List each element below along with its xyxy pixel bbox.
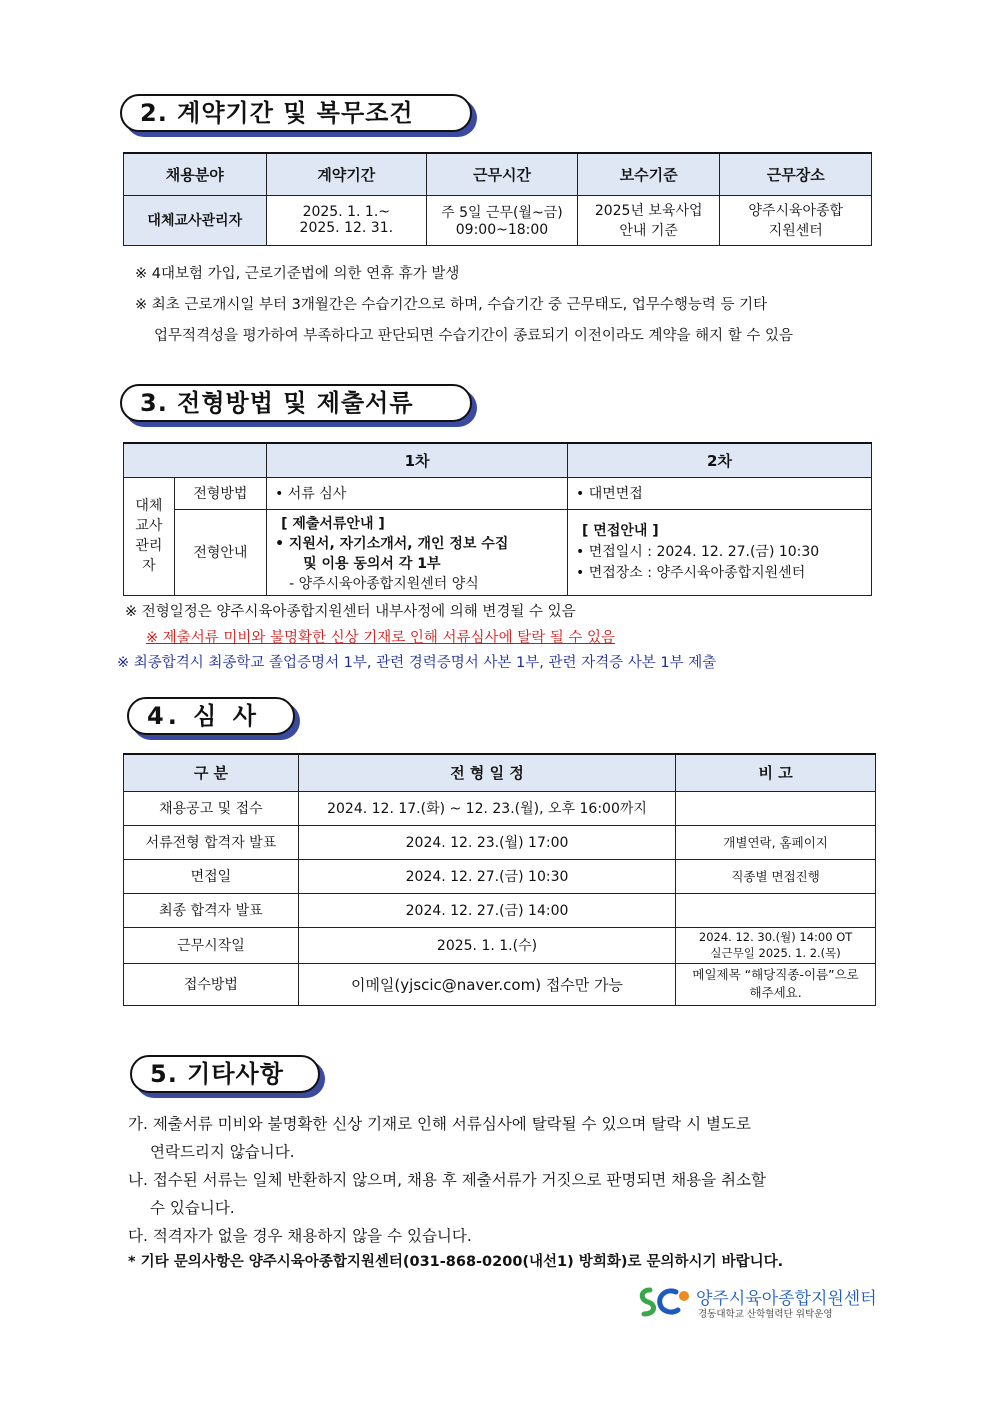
cell-hours: 주 5일 근무(월~금) 09:00~18:00 [427,195,578,245]
guide-round-1: [ 제출서류안내 ] • 지원서, 자기소개서, 개인 정보 수집 및 이용 동의서 각 1부 - 양주시육아종합지원센터 양식 [267,509,568,595]
sec5-item-1: 가. 제출서류 미비와 불명확한 신상 기재로 인해 서류심사에 탈락될 수 있으며 탈락 시 별도로 연락드리지 않습니다. [128,1115,751,1161]
center-logo-name: 양주시육아종합지원센터 [696,1289,877,1309]
cell-field: 대체교사관리자 [124,195,267,245]
cell-period: 2025. 1. 1.~ 2025. 12. 31. [266,195,427,245]
table-row: 최종 합격자 발표 2024. 12. 27.(금) 14:00 [124,893,876,927]
header-round-2: 2차 [568,443,872,477]
table-row: 서류전형 합격자 발표 2024. 12. 23.(월) 17:00 개별연락, 홈페이지 [124,825,876,859]
header-round-1: 1차 [267,443,568,477]
header-category: 구 분 [124,754,299,791]
guide-label: 전형안내 [174,509,266,595]
contract-table [123,152,872,246]
header-hours: 근무시간 [427,153,578,195]
center-logo-sub: 경동대학교 산학협력단 위탁운영 [698,1309,833,1320]
section-4-title: 4. 심 사 [127,697,295,735]
schedule-table [123,753,876,1006]
header-pay: 보수기준 [577,153,720,195]
method-round-1: • 서류 심사 [267,477,568,509]
sec2-note-2: ※ 최초 근로개시일 부터 3개월간은 수습기간으로 하며, 수습기간 중 근무태도, 업무수행능력 등 기타 [135,297,768,313]
table-row: 접수방법 이메일(yjscic@naver.com) 접수만 가능 메일제목 “해당직종-이름”으로 해주세요. [124,963,876,1005]
row-group-label: 대체 교사 관리 자 [124,477,175,595]
sec2-note-1: ※ 4대보험 가입, 근로기준법에 의한 연휴 휴가 발생 [135,266,460,282]
sec5-item-3: 다. 적격자가 없을 경우 채용하지 않을 수 있습니다. [128,1227,472,1245]
sec5-contact: * 기타 문의사항은 양주시육아종합지원센터(031-868-0200(내선1) 방희화)로 문의하시기 바랍니다. [128,1254,784,1270]
sec3-note-1: ※ 전형일정은 양주시육아종합지원센터 내부사정에 의해 변경될 수 있음 [125,604,576,620]
selection-table [123,442,872,596]
center-logo-icon [636,1282,692,1322]
guide-round-2: [ 면접안내 ] • 면접일시 : 2024. 12. 27.(금) 10:30 • 면접장소 : 양주시육아종합지원센터 [568,509,872,595]
cell-place: 양주시육아종합 지원센터 [720,195,872,245]
sec5-item-2: 나. 접수된 서류는 일체 반환하지 않으며, 채용 후 제출서류가 거짓으로 판명되면 채용을 취소할 수 있습니다. [128,1171,766,1217]
method-round-2: • 대면면접 [568,477,872,509]
method-label: 전형방법 [174,477,266,509]
header-remarks: 비 고 [676,754,876,791]
cell-pay: 2025년 보육사업 안내 기준 [577,195,720,245]
center-logo [636,1282,876,1324]
section-5-title: 5. 기타사항 [130,1055,320,1093]
header-period: 계약기간 [266,153,427,195]
table-row: 채용공고 및 접수 2024. 12. 17.(화) ~ 12. 23.(월), 오후 16:00까지 [124,791,876,825]
header-place: 근무장소 [720,153,872,195]
header-schedule: 전 형 일 정 [298,754,675,791]
section-3-title: 3. 전형방법 및 제출서류 [120,384,472,422]
table-row: 면접일 2024. 12. 27.(금) 10:30 직종별 면접진행 [124,859,876,893]
header-field: 채용분야 [124,153,267,195]
sec2-note-3: 업무적격성을 평가하여 부족하다고 판단되면 수습기간이 종료되기 이전이라도 계약을 해지 할 수 있음 [154,328,793,344]
table-row: 근무시작일 2025. 1. 1.(수) 2024. 12. 30.(월) 14:00 OT 실근무일 2025. 1. 2.(목) [124,927,876,963]
sec3-note-3: ※ 최종합격시 최종학교 졸업증명서 1부, 관련 경력증명서 사본 1부, 관련 자격증 사본 1부 제출 [117,655,717,671]
sec3-note-2: ※ 제출서류 미비와 불명확한 신상 기재로 인해 서류심사에 탈락 될 수 있음 [146,630,616,646]
section-2-title: 2. 계약기간 및 복무조건 [120,94,472,132]
